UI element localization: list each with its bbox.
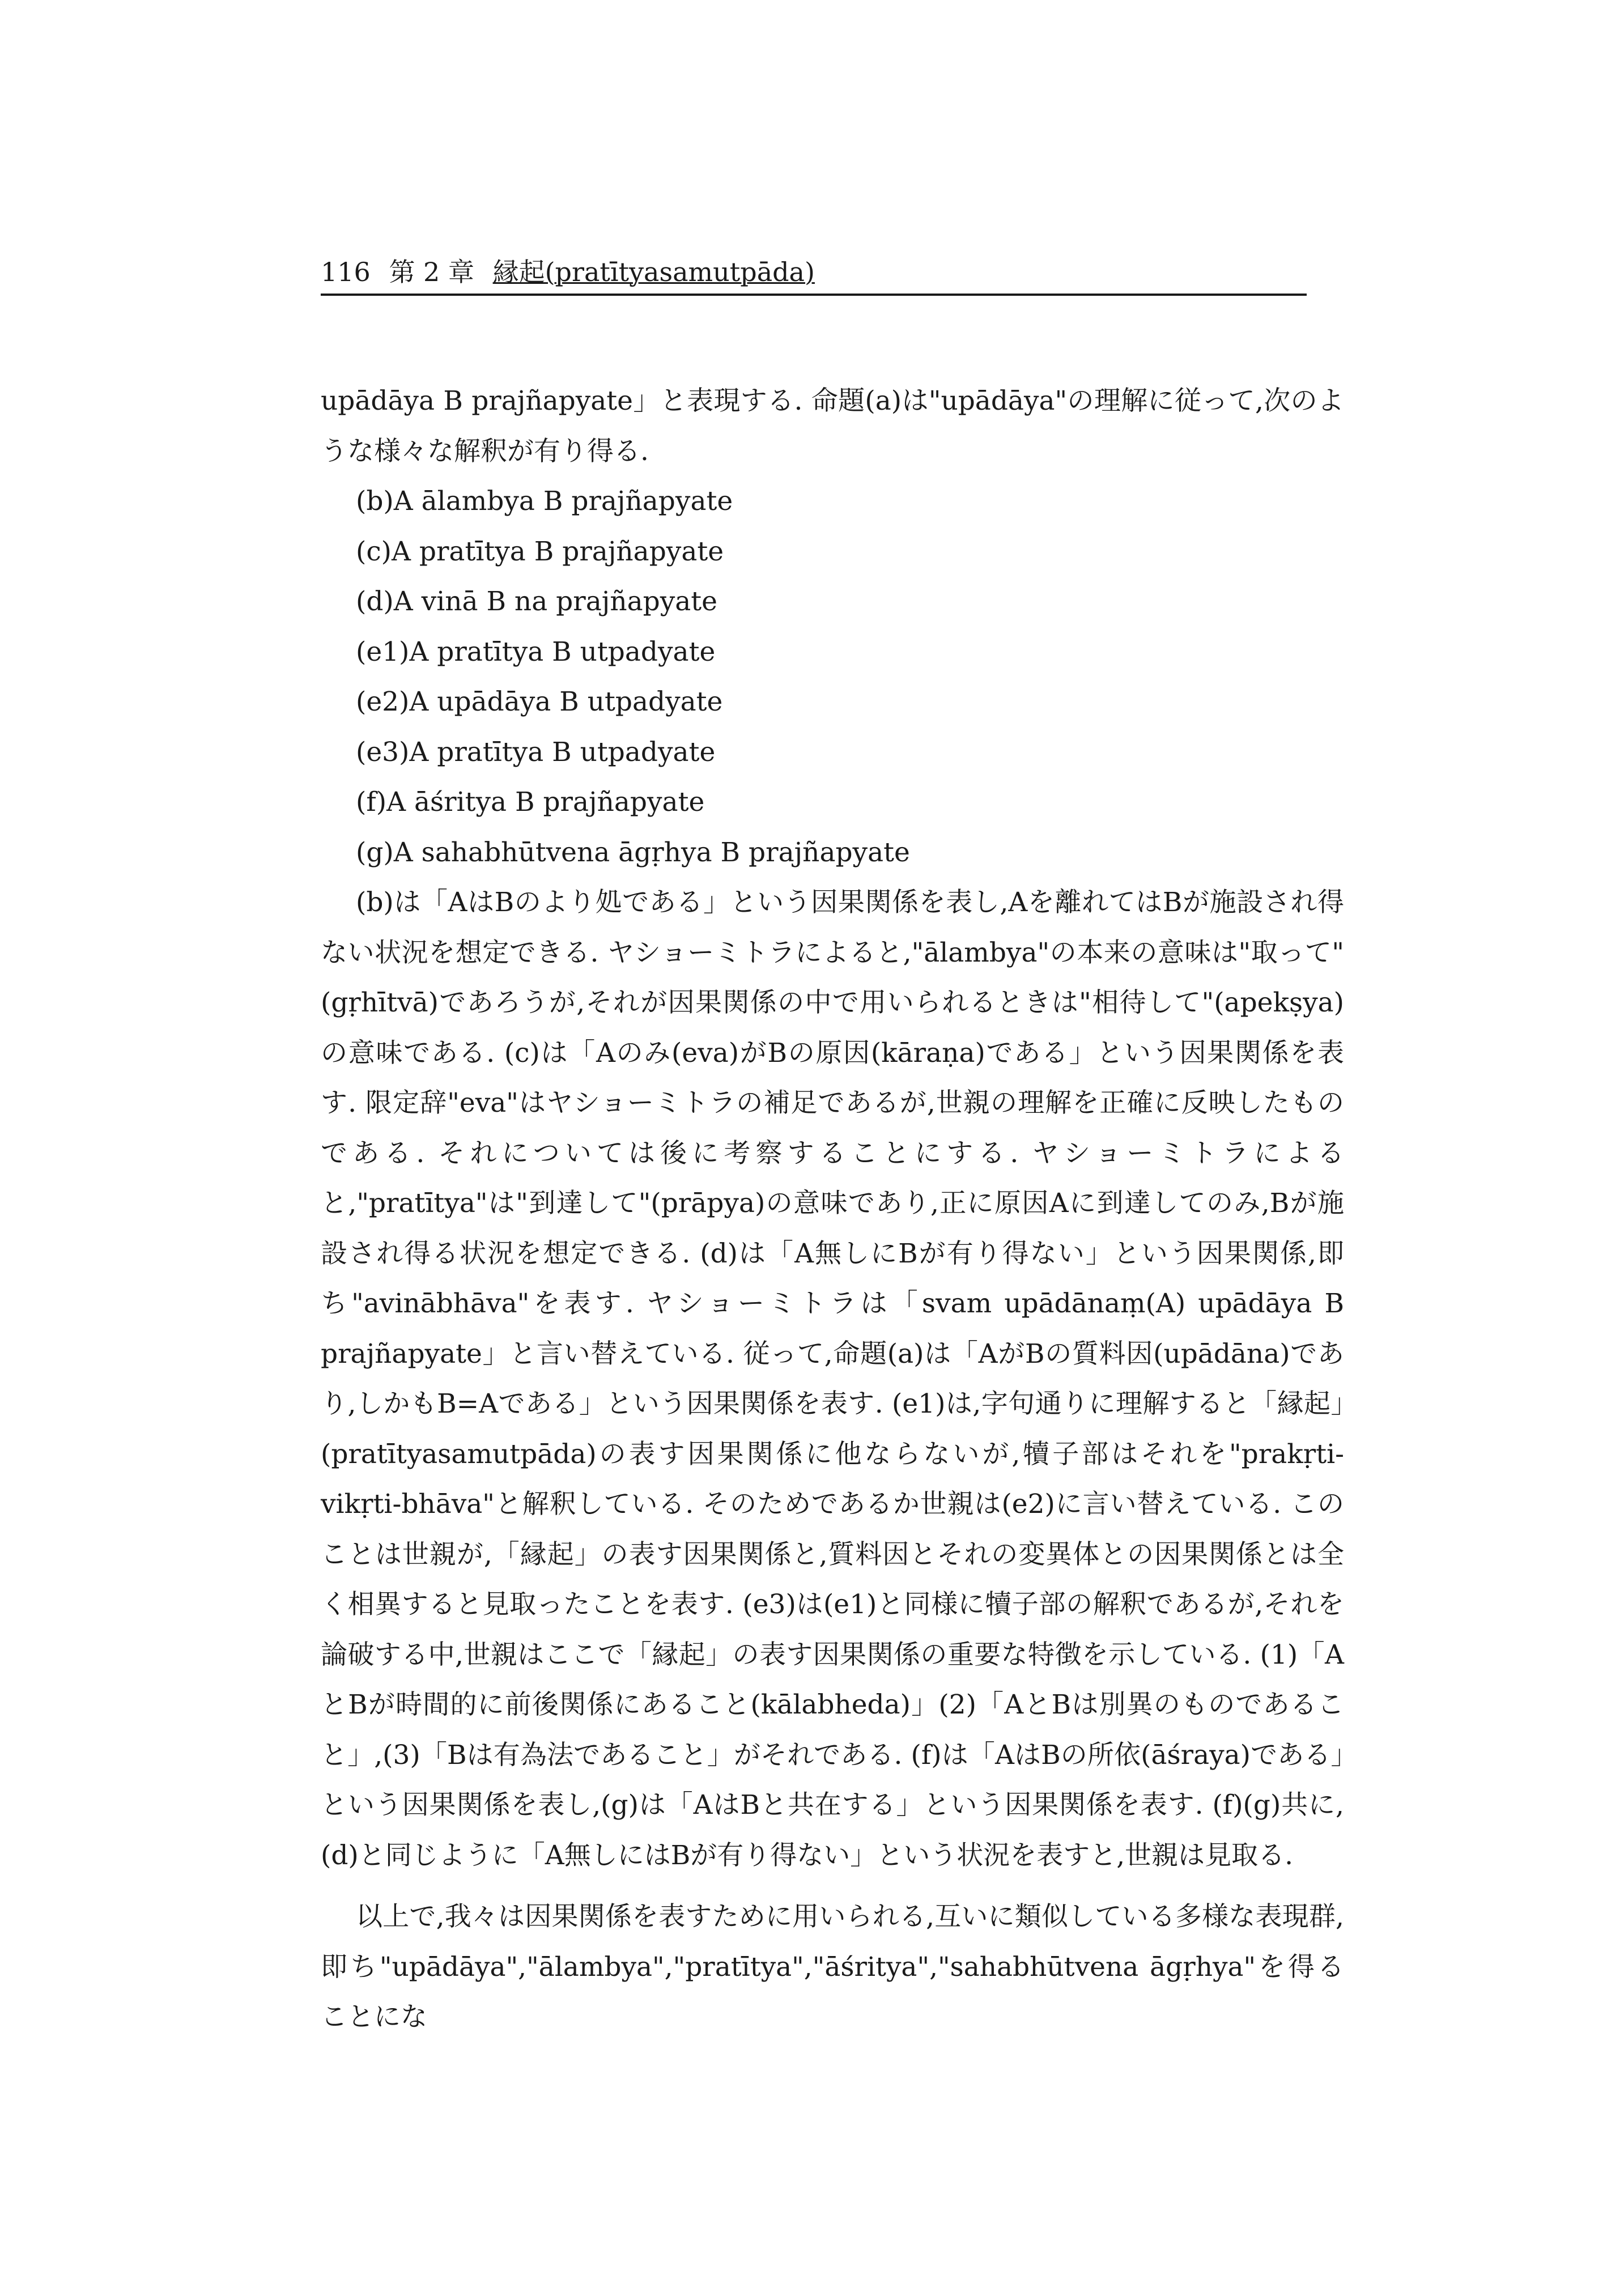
chapter-label: 第 2 章 xyxy=(389,257,474,287)
formula-e3: (e3)A pratītya B utpadyate xyxy=(356,736,716,768)
formula-d: (d)A vinā B na prajñapyate xyxy=(356,586,717,617)
continued-paragraph: upādāya B prajñapyate」と表現する. 命題(a)は"upādāya"の理解に従って,次のような様々な解釈が有り得る. xyxy=(321,385,1344,467)
final-paragraph: 以上で,我々は因果関係を表すために用いられる,互いに類似している多様な表現群,即ち"upādāya","ālambya","pratītya","āśritya","sahabhūtvena āgṛhya"を得ることにな xyxy=(321,1901,1344,2033)
page-body xyxy=(321,376,1344,2043)
main-paragraph: (b)は「AはBのより処である」という因果関係を表し,Aを離れてはBが施設され得ない状況を想定できる. ヤショーミトラによると,"ālambya"の本来の意味は"取って"(gṛhītvā)であろうが,それが因果関係の中で用いられるときは"相待して"(apekṣya)の意味である. (c)は「Aのみ(eva)がBの原因(kāraṇa)である」という因果関係を表す. 限定辞"eva"はヤショーミトラの補足であるが,世親の理解を正確に反映したものである. それについては後に考察することにする. ヤショーミトラによると,"pratītya"は"到達して"(prāpya)の意味であり,正に原因Aに到達してのみ,Bが施設され得る状況を想定できる. (d)は「A無しにBが有り得ない」という因果関係,即ち"avinābhāva"を表す. ヤショーミトラは「svam upādānaṃ(A) upādāya B prajñapyate」と言い替えている. 従って,命題(a)は「AがBの質料因(upādāna)であり,しかもB=Aである」という因果関係を表す. (e1)は,字句通りに理解すると「縁起」(pratītyasamutpāda)の表す因果関係に他ならないが,犢子部はそれを"prakṛti-vikṛti-bhāva"と解釈している. そのためであるか世親は(e2)に言い替えている. このことは世親が,「縁起」の表す因果関係と,質料因とそれの変異体との因果関係とは全く相異すると見取ったことを表す. (e3)は(e1)と同様に犢子部の解釈であるが,それを論破する中,世親はここで「縁起」の表す因果関係の重要な特徴を示している. (1)「AとBが時間的に前後関係にあること(kālabheda)」(2)「AとBは別異のものであること」,(3)「Bは有為法であること」がそれである. (f)は「AはBの所依(āśraya)である」という因果関係を表し,(g)は「AはBと共在する」という因果関係を表す. (f)(g)共に,(d)と同じように「A無しにはBが有り得ない」という状況を表すと,世親は見取る. xyxy=(321,887,1344,1871)
running-header xyxy=(321,255,1307,296)
formula-f: (f)A āśritya B prajñapyate xyxy=(356,786,705,818)
formula-c: (c)A pratītya B prajñapyate xyxy=(356,535,724,567)
formula-g: (g)A sahabhūtvena āgṛhya B prajñapyate xyxy=(356,836,910,868)
formula-e2: (e2)A upādāya B utpadyate xyxy=(356,686,723,717)
page-number: 116 xyxy=(321,257,371,287)
chapter-title: 縁起(pratītyasamutpāda) xyxy=(492,257,815,287)
formula-e1: (e1)A pratītya B utpadyate xyxy=(356,636,716,667)
formula-b: (b)A ālambya B prajñapyate xyxy=(356,486,733,517)
formula-list xyxy=(321,477,1344,878)
